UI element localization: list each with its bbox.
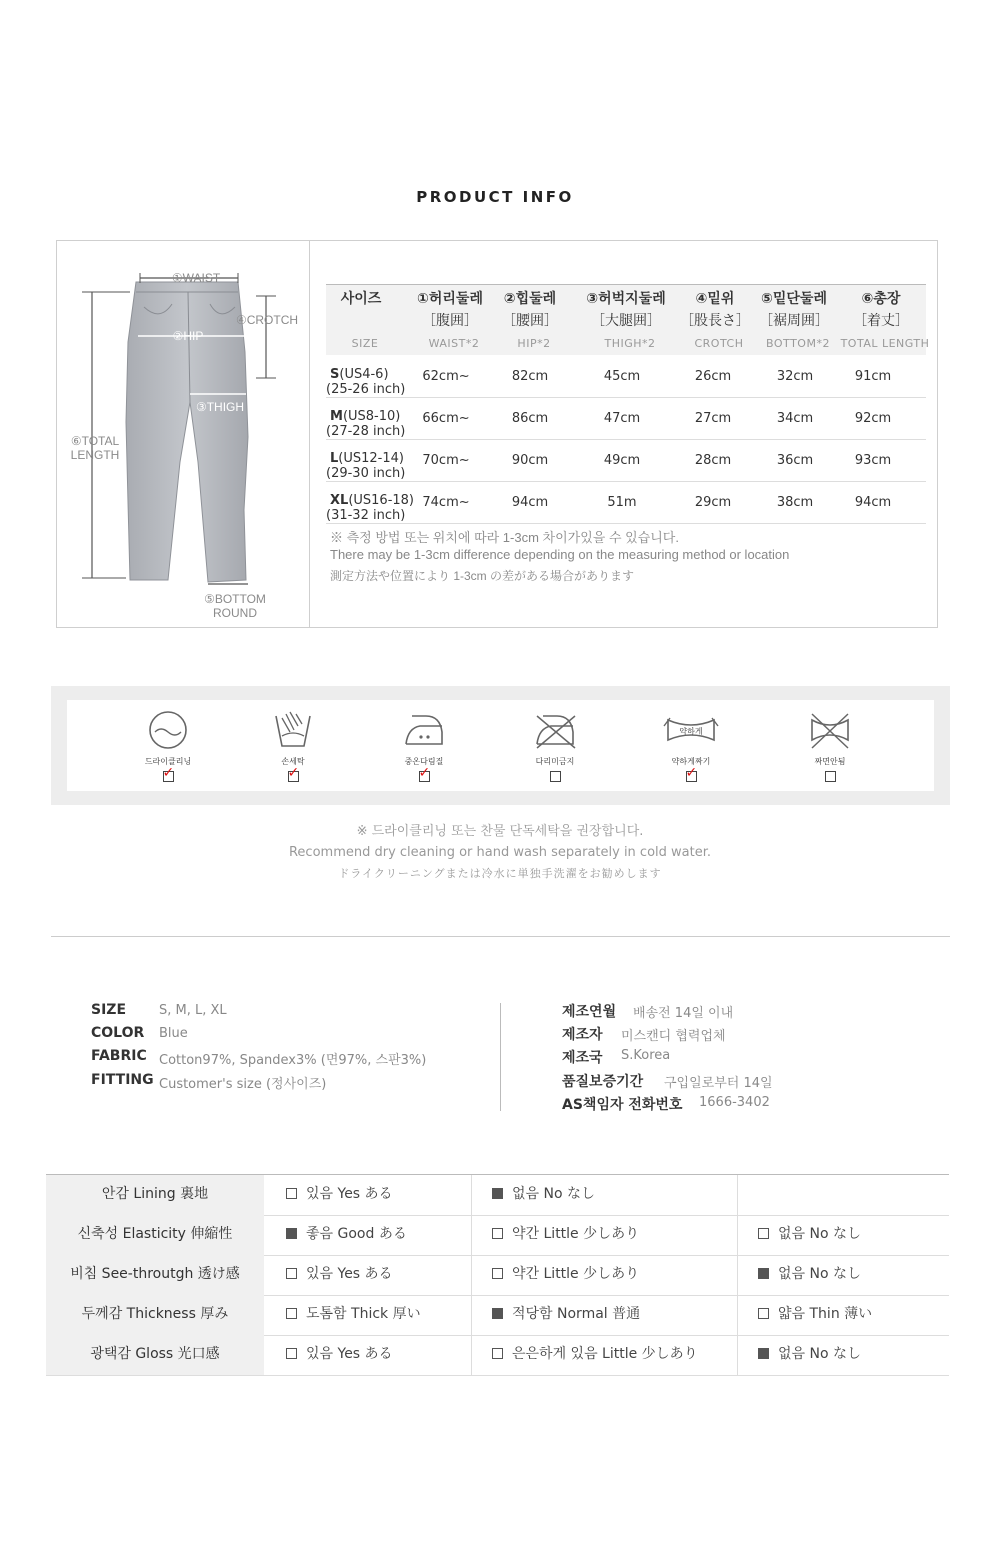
property-row-thickness — [46, 1295, 949, 1336]
care-note-ja: ドライクリーニングまたは冷水に単独手洗濯をお勧めします — [338, 867, 662, 880]
care-checkbox[interactable] — [163, 771, 174, 782]
note-ja: 測定方法や位置により 1-3cm の差がある場合があります — [330, 569, 635, 583]
size-cell-thigh: 51m — [607, 495, 637, 510]
care-note-en: Recommend dry cleaning or hand wash separately in cold water. — [288, 845, 711, 860]
care-note-ko: ※ 드라이클리닝 또는 찬물 단독세탁을 권장합니다. — [356, 824, 644, 839]
size-cell-waist: 66cm~ — [422, 411, 470, 426]
care-item-no-wring — [790, 710, 870, 786]
care-checkbox[interactable] — [288, 771, 299, 782]
total-length-label-line1: ⑥TOTAL — [70, 434, 120, 448]
checkbox-icon — [286, 1348, 297, 1359]
row-divider — [326, 439, 926, 440]
checkbox-icon — [492, 1188, 503, 1199]
care-item-iron-medium — [384, 710, 464, 786]
property-option[interactable]: 약간 Little 少しあり — [492, 1255, 639, 1295]
size-cell-thigh: 47cm — [603, 411, 641, 426]
spec-key-fabric: FABRIC — [91, 1048, 147, 1064]
size-name: L(US12-14) — [330, 451, 404, 466]
checkbox-icon — [492, 1228, 503, 1239]
care-label: 손세탁 — [281, 757, 305, 766]
checkbox-icon — [492, 1268, 503, 1279]
spec-value-manufacturer: 미스캔디 협력업체 — [621, 1029, 726, 1044]
svg-text:약하게: 약하게 — [679, 727, 703, 736]
size-header-ko: ②힙둘레 — [503, 291, 557, 307]
dry-clean-icon — [147, 710, 189, 750]
size-name: S(US4-6) — [330, 367, 389, 382]
checkbox-icon — [758, 1228, 769, 1239]
size-cell-crotch: 26cm — [694, 369, 732, 384]
property-label: 광택감 Gloss 光口感 — [46, 1335, 264, 1375]
size-cell-thigh: 45cm — [603, 369, 641, 384]
size-cell-crotch: 29cm — [694, 495, 732, 510]
size-cell-thigh: 49cm — [603, 453, 641, 468]
size-cell-hip: 86cm — [511, 411, 549, 426]
property-row-elasticity — [46, 1215, 949, 1256]
property-label: 두께감 Thickness 厚み — [46, 1295, 264, 1335]
care-checkbox[interactable] — [825, 771, 836, 782]
size-name: M(US8-10) — [330, 409, 401, 424]
size-cell-hip: 94cm — [511, 495, 549, 510]
care-item-no-iron — [515, 710, 595, 786]
note-en: There may be 1-3cm difference depending on the measuring method or location — [330, 547, 790, 562]
size-header-en: SIZE — [351, 337, 379, 350]
checkbox-icon — [286, 1228, 297, 1239]
size-cell-crotch: 28cm — [694, 453, 732, 468]
property-row-gloss — [46, 1335, 949, 1376]
size-cell-total: 91cm — [854, 369, 892, 384]
hand-wash-icon — [272, 710, 314, 750]
spec-key-country: 제조국 — [562, 1050, 603, 1066]
total-length-label-line2: LENGTH — [70, 448, 120, 462]
checkbox-icon — [758, 1268, 769, 1279]
size-header-ko: ④밑위 — [695, 291, 735, 307]
size-header-cjk: ［腰囲］ — [502, 313, 558, 329]
size-header-ko: ⑥총장 — [861, 291, 901, 307]
jeans-shape — [126, 282, 248, 582]
page-title: PRODUCT INFO — [416, 188, 574, 206]
waist-label: ①WAIST — [171, 271, 221, 285]
spec-value-size: S, M, L, XL — [159, 1003, 227, 1018]
size-cell-bottom: 32cm — [776, 369, 814, 384]
size-inch: (27-28 inch) — [326, 424, 406, 439]
size-header-en: THIGH*2 — [604, 337, 656, 350]
size-cell-hip: 82cm — [511, 369, 549, 384]
care-checkbox[interactable] — [419, 771, 430, 782]
size-header-en: BOTTOM*2 — [766, 337, 830, 350]
property-option[interactable]: 없음 No なし — [492, 1175, 595, 1215]
section-divider — [51, 936, 950, 937]
size-cell-bottom: 36cm — [776, 453, 814, 468]
checkbox-icon — [758, 1308, 769, 1319]
spec-key-warranty: 품질보증기간 — [562, 1074, 644, 1090]
no-iron-icon — [533, 710, 577, 750]
property-option[interactable]: 있음 Yes ある — [286, 1335, 393, 1375]
checkbox-icon — [286, 1188, 297, 1199]
size-cell-crotch: 27cm — [694, 411, 732, 426]
property-option[interactable]: 도톰함 Thick 厚い — [286, 1295, 421, 1335]
size-header-en: WAIST*2 — [428, 337, 480, 350]
bottom-label-line1: ⑤BOTTOM — [204, 592, 266, 606]
property-option[interactable]: 없음 No なし — [758, 1255, 861, 1295]
property-option[interactable]: 없음 No なし — [758, 1335, 861, 1375]
spec-key-size: SIZE — [91, 1002, 127, 1018]
crotch-label: ④CROTCH — [235, 313, 299, 327]
row-divider — [326, 481, 926, 482]
spec-key-fitting: FITTING — [91, 1072, 154, 1088]
care-label: 짜면안됨 — [814, 757, 846, 766]
care-item-hand-wash — [253, 710, 333, 786]
checkbox-icon — [758, 1348, 769, 1359]
spec-divider — [500, 1003, 501, 1111]
property-label: 비침 See-throutgh 透け感 — [46, 1255, 264, 1295]
hip-label: ②HIP — [172, 329, 204, 343]
size-cell-total: 92cm — [854, 411, 892, 426]
care-label: 드라이클리닝 — [144, 757, 192, 766]
iron-medium-icon — [402, 710, 446, 750]
property-option[interactable]: 얇음 Thin 薄い — [758, 1295, 872, 1335]
checkbox-icon — [492, 1348, 503, 1359]
property-label: 안감 Lining 裏地 — [46, 1175, 264, 1215]
spec-value-color: Blue — [159, 1026, 188, 1041]
row-divider — [326, 397, 926, 398]
property-row-see-through — [46, 1255, 949, 1296]
spec-key-manufacturer: 제조자 — [562, 1027, 603, 1043]
spec-value-mfg-date: 배송전 14일 이내 — [633, 1006, 734, 1021]
property-option[interactable]: 없음 No なし — [758, 1215, 861, 1255]
spec-value-country: S.Korea — [621, 1048, 671, 1063]
care-item-dry-clean — [128, 710, 208, 786]
size-inch: (31-32 inch) — [326, 508, 406, 523]
size-name: XL(US16-18) — [330, 493, 414, 508]
size-inch: (29-30 inch) — [326, 466, 406, 481]
size-header-en: TOTAL LENGTH — [840, 337, 930, 350]
care-checkbox[interactable] — [686, 771, 697, 782]
care-label: 중온다림질 — [404, 757, 444, 766]
spec-value-fabric: Cotton97%, Spandex3% (면97%, 스판3%) — [159, 1053, 427, 1068]
care-label: 약하게짜기 — [671, 757, 711, 766]
size-cell-waist: 74cm~ — [422, 495, 470, 510]
size-cell-waist: 70cm~ — [422, 453, 470, 468]
property-option[interactable]: 있음 Yes ある — [286, 1175, 393, 1215]
property-label: 신축성 Elasticity 伸縮性 — [46, 1215, 264, 1255]
size-header-cjk: ［股長さ］ — [680, 313, 750, 329]
checkbox-icon — [492, 1308, 503, 1319]
property-table — [46, 1174, 949, 1376]
size-cell-bottom: 34cm — [776, 411, 814, 426]
wring-gently-icon — [662, 710, 720, 750]
row-divider — [326, 523, 926, 524]
property-row-lining — [46, 1175, 949, 1216]
size-header-ko: ③허벅지둘레 — [586, 291, 666, 307]
size-cell-hip: 90cm — [511, 453, 549, 468]
property-option[interactable]: 약간 Little 少しあり — [492, 1215, 639, 1255]
spec-value-as-phone: 1666-3402 — [699, 1095, 770, 1110]
size-cell-total: 94cm — [854, 495, 892, 510]
thigh-label: ③THIGH — [195, 400, 245, 414]
property-option[interactable]: 있음 Yes ある — [286, 1255, 393, 1295]
size-header-cjk: ［腹囲］ — [422, 313, 478, 329]
size-header-ko: ①허리둘레 — [417, 291, 483, 307]
size-cell-total: 93cm — [854, 453, 892, 468]
spec-key-as-phone: AS책임자 전화번호 — [562, 1097, 683, 1113]
size-header-en: HIP*2 — [517, 337, 551, 350]
size-header-en: CROTCH — [694, 337, 744, 350]
spec-value-fitting: Customer's size (정사이즈) — [159, 1077, 327, 1092]
size-header-cjk: ［大腿囲］ — [591, 313, 661, 329]
bottom-label-line2: ROUND — [213, 606, 257, 620]
property-option[interactable]: 적당함 Normal 普通 — [492, 1295, 640, 1335]
property-option[interactable]: 좋음 Good ある — [286, 1215, 407, 1255]
size-inch: (25-26 inch) — [326, 382, 406, 397]
care-label: 다리미금지 — [535, 757, 575, 766]
no-wring-icon — [806, 710, 854, 750]
care-item-wring-gently — [651, 710, 731, 786]
spec-key-mfg-date: 제조연월 — [562, 1004, 617, 1020]
property-option[interactable]: 은은하게 있음 Little 少しあり — [492, 1335, 698, 1375]
note-ko: ※ 측정 방법 또는 위치에 따라 1-3cm 차이가있을 수 있습니다. — [330, 530, 679, 545]
care-checkbox[interactable] — [550, 771, 561, 782]
size-header-ko: 사이즈 — [340, 291, 382, 307]
checkbox-icon — [286, 1268, 297, 1279]
size-header-cjk: ［裾周囲］ — [759, 313, 829, 329]
checkbox-icon — [286, 1308, 297, 1319]
size-cell-bottom: 38cm — [776, 495, 814, 510]
size-header-ko: ⑤밑단둘레 — [761, 291, 827, 307]
size-cell-waist: 62cm~ — [422, 369, 470, 384]
size-header-cjk: ［着丈］ — [853, 313, 909, 329]
spec-value-warranty: 구입일로부터 14일 — [664, 1076, 773, 1091]
spec-key-color: COLOR — [91, 1025, 145, 1041]
